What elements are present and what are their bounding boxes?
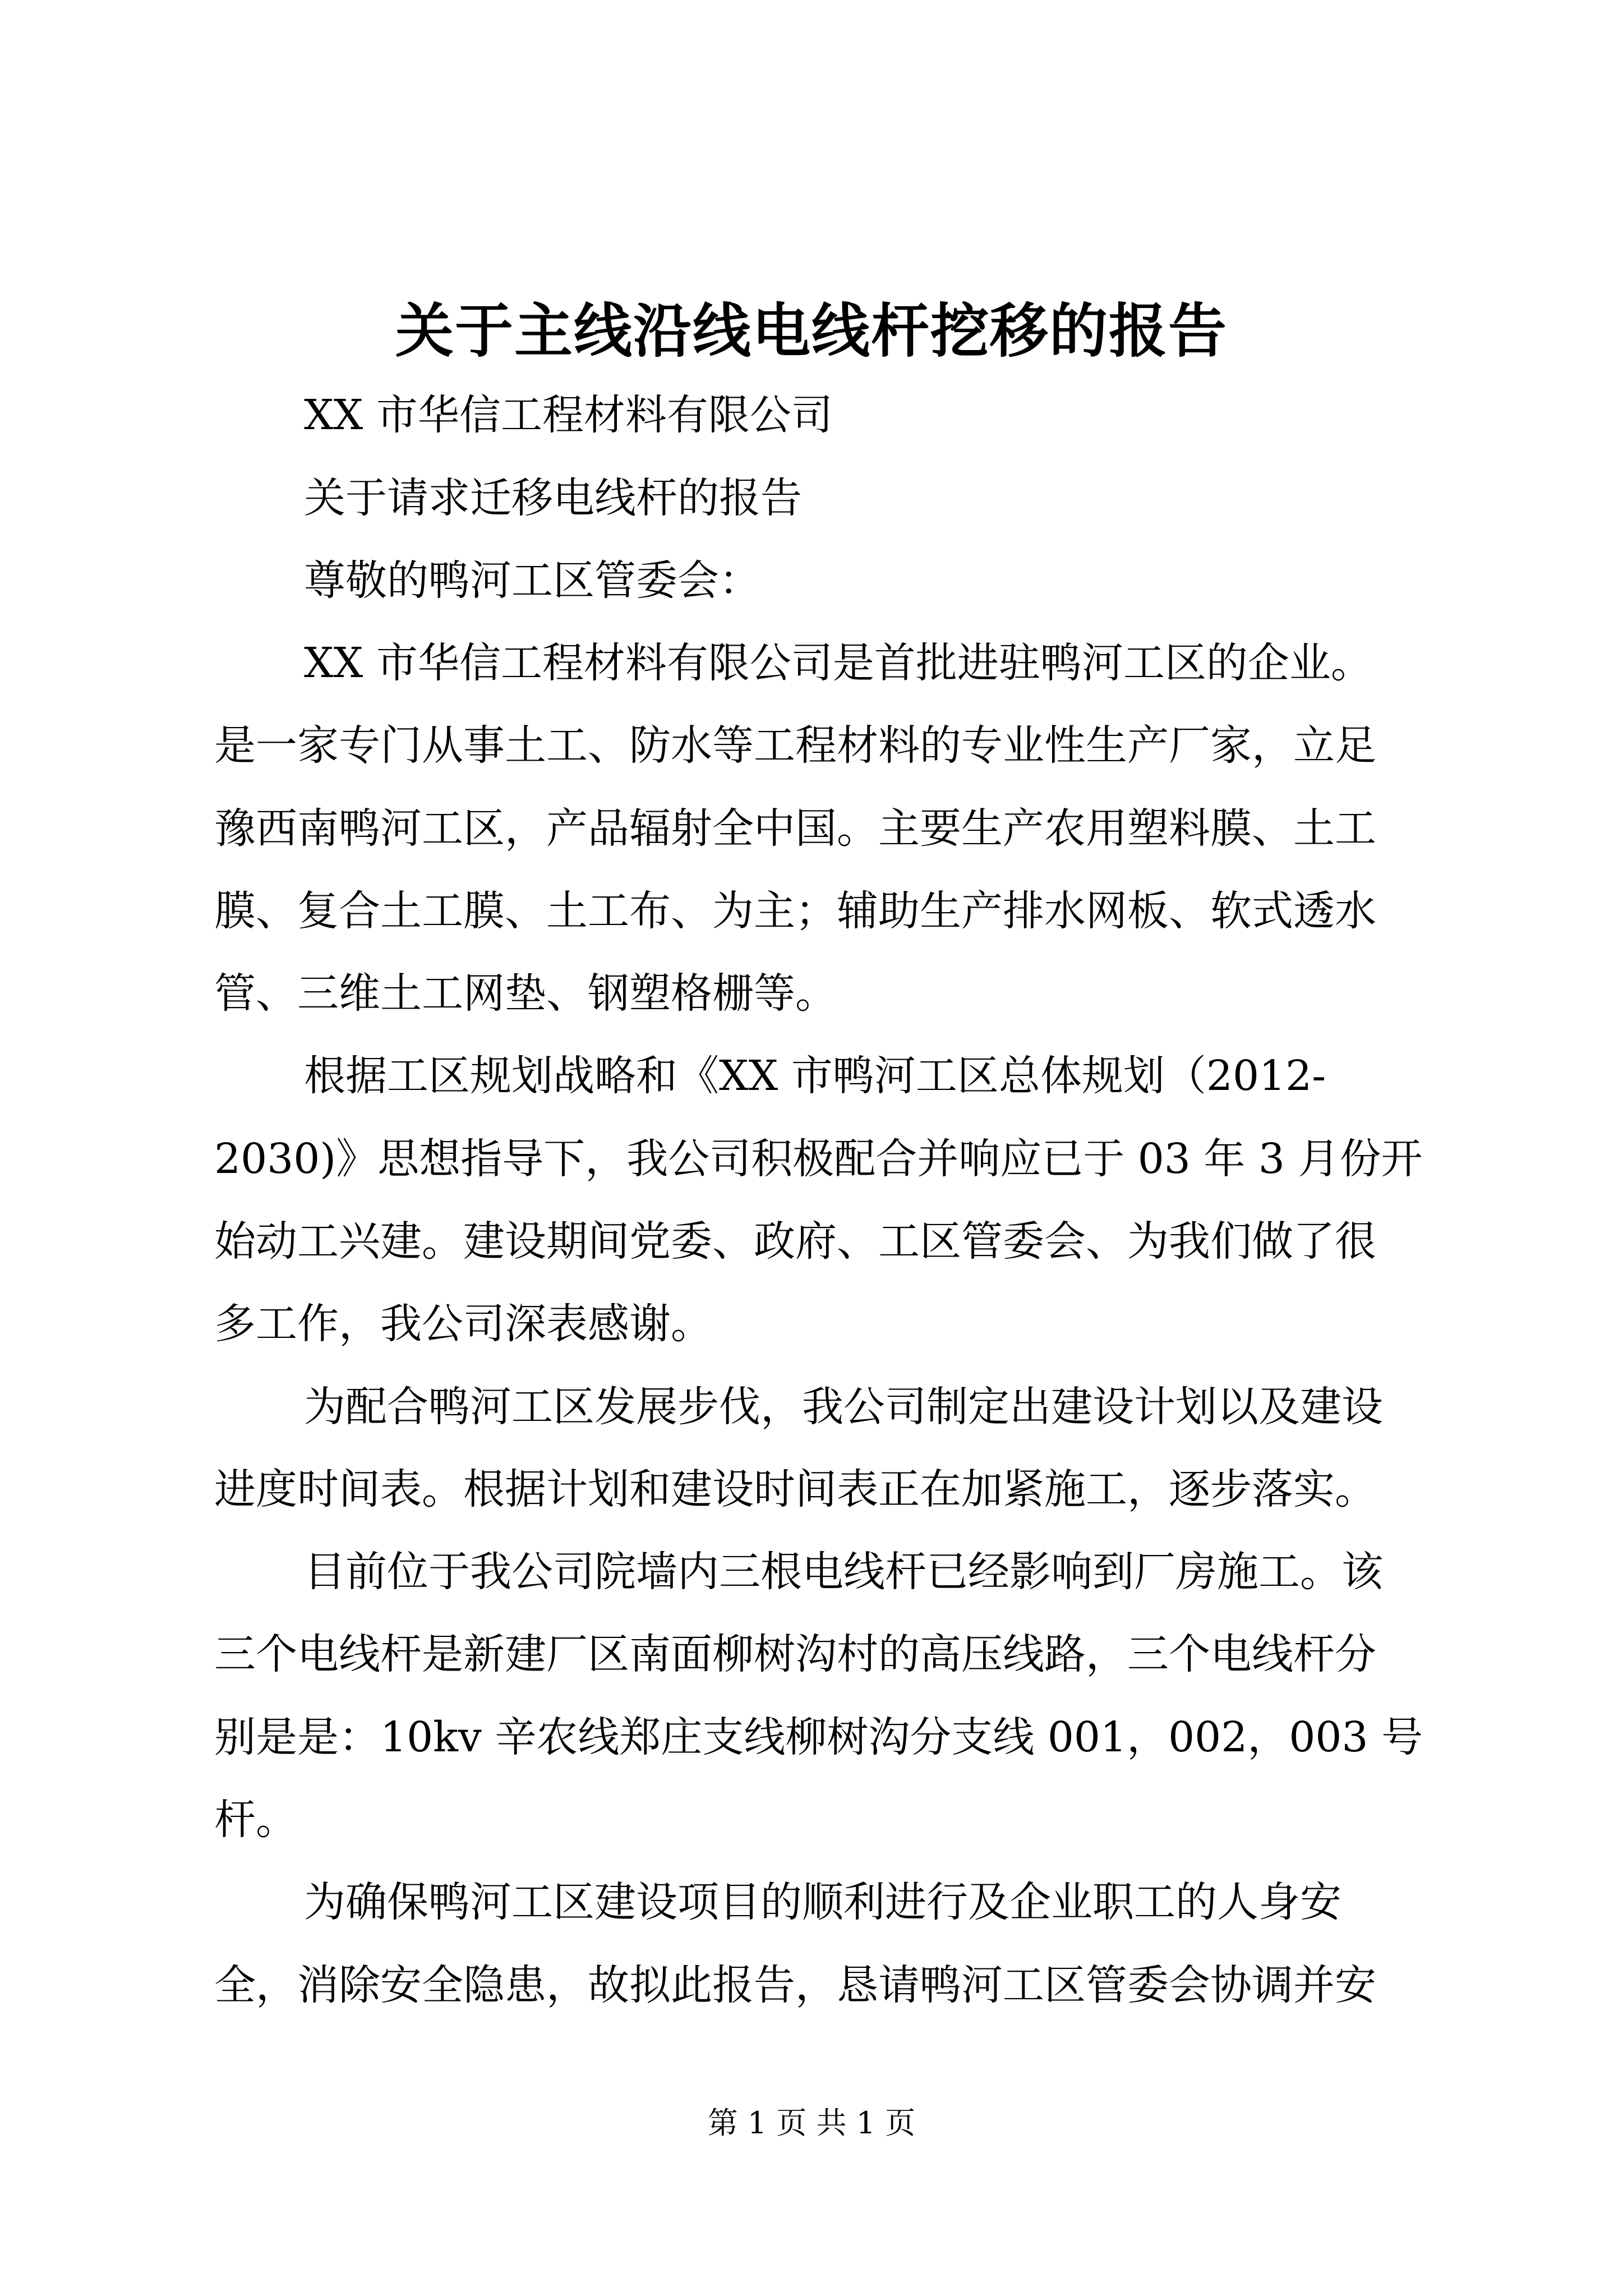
paragraph-1-line-1: XX 市华信工程材料有限公司是首批进驻鸭河工区的企业。 — [304, 639, 1372, 687]
paragraph-3-line-1: 为配合鸭河工区发展步伐，我公司制定出建设计划以及建设 — [304, 1383, 1383, 1431]
paragraph-3-line-2: 进度时间表。根据计划和建设时间表正在加紧施工，逐步落实。 — [214, 1465, 1376, 1513]
paragraph-5-line-2: 全，消除安全隐患，故拟此报告，恳请鸭河工区管委会协调并安 — [214, 1961, 1376, 2009]
paragraph-4-line-3: 别是是：10kv 辛农线郑庄支线柳树沟分支线 001，002，003 号 — [214, 1713, 1423, 1761]
paragraph-1-line-5: 管、三维土工网垫、钢塑格栅等。 — [214, 969, 837, 1018]
paragraph-1-line-3: 豫西南鸭河工区，产品辐射全中国。主要生产农用塑料膜、土工 — [214, 804, 1376, 853]
paragraph-5-line-1: 为确保鸭河工区建设项目的顺利进行及企业职工的人身安 — [304, 1878, 1341, 1926]
company-line: XX 市华信工程材料有限公司 — [304, 391, 833, 439]
paragraph-2-line-2: 2030)》思想指导下，我公司积极配合并响应已于 03 年 3 月份开 — [214, 1135, 1423, 1183]
paragraph-2-line-1: 根据工区规划战略和《XX 市鸭河工区总体规划（2012- — [304, 1052, 1326, 1100]
paragraph-4-line-2: 三个电线杆是新建厂区南面柳树沟村的高压线路，三个电线杆分 — [214, 1630, 1376, 1678]
subject-line: 关于请求迁移电线杆的报告 — [304, 474, 802, 522]
paragraph-4-line-4: 杆。 — [214, 1796, 297, 1844]
paragraph-2-line-3: 始动工兴建。建设期间党委、政府、工区管委会、为我们做了很 — [214, 1217, 1376, 1266]
document-title: 关于主线沿线电线杆挖移的报告 — [395, 296, 1228, 365]
salutation-line: 尊敬的鸭河工区管委会： — [304, 556, 760, 605]
paragraph-4-line-1: 目前位于我公司院墙内三根电线杆已经影响到厂房施工。该 — [304, 1548, 1383, 1596]
page-footer: 第 1 页 共 1 页 — [707, 2105, 916, 2141]
paragraph-2-line-4: 多工作，我公司深表感谢。 — [214, 1300, 712, 1348]
paragraph-1-line-2: 是一家专门从事土工、防水等工程材料的专业性生产厂家，立足 — [214, 721, 1376, 770]
paragraph-1-line-4: 膜、复合土工膜、土工布、为主；辅助生产排水网板、软式透水 — [214, 887, 1376, 935]
